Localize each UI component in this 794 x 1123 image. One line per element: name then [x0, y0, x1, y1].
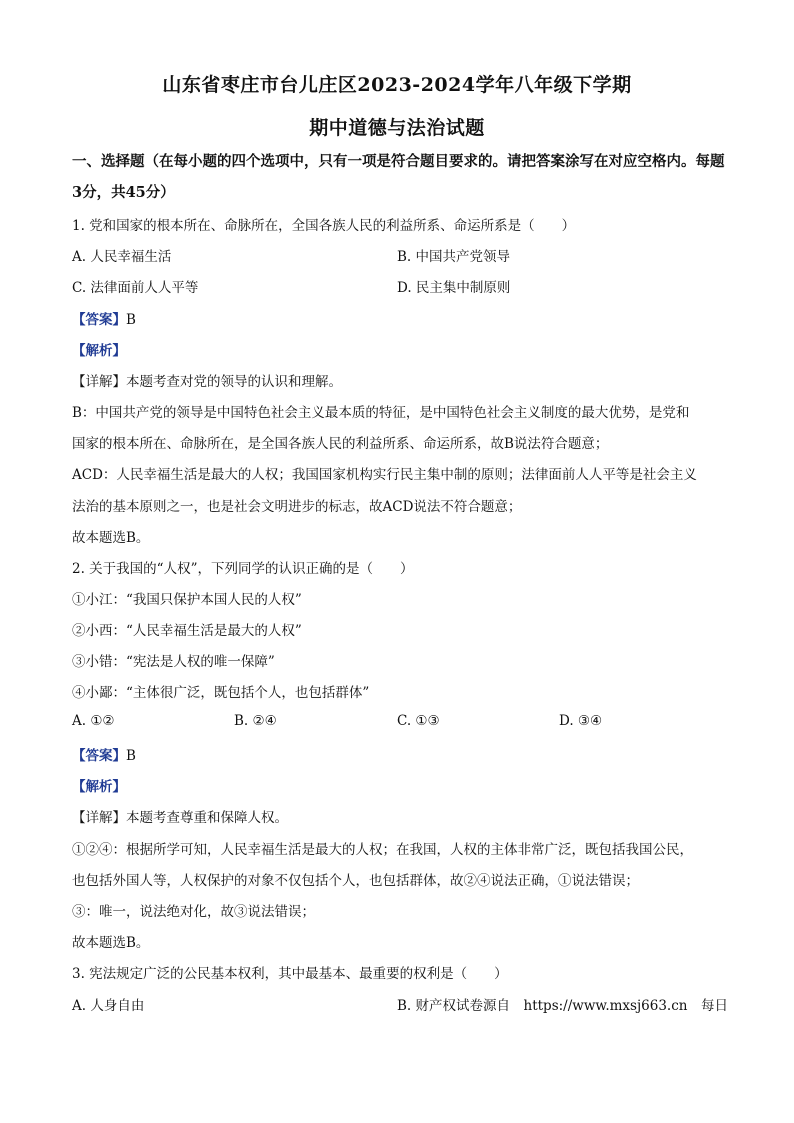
q2-answer — [72, 744, 732, 764]
analysis-tag: 【解析】 — [72, 779, 126, 795]
q2-explanation-line: ③：唯一，说法绝对化，故③说法错误； — [72, 904, 315, 920]
q2-statement: ①小江：“我国只保护本国人民的人权” — [72, 592, 302, 608]
q2-statement: ②小西：“人民幸福生活是最大的人权” — [72, 623, 302, 639]
q2-explanation-line: 故本题选B。 — [72, 935, 150, 951]
q2-explanation-line: ①②④：根据所学可知，人民幸福生活是最大的人权；在我国，人权的主体非常广泛，既包括我国公民， — [72, 842, 693, 858]
q1-answer — [72, 308, 732, 328]
q2-explanation-line: 也包括外国人等，人权保护的对象不仅包括个人，也包括群体，故②④说法正确，①说法错误； — [72, 873, 639, 889]
q2-option-d: D. ③④ — [559, 713, 603, 729]
detail-text: 本题考查尊重和保障人权。 — [126, 810, 288, 826]
q1-analysis — [72, 339, 732, 359]
q3-stem: 3. 宪法规定广泛的公民基本权利，其中最基本、最重要的权利是（ ） — [72, 966, 508, 982]
section-heading: 一、选择题（在每小题的四个选项中，只有一项是符合题目要求的。请把答案涂写在对应空格内。每题3分，共45分） — [72, 153, 725, 201]
q2-option-a: A. ①② — [72, 713, 115, 729]
detail-text: 本题考查对党的领导的认识和理解。 — [126, 374, 342, 390]
q1-stem: 1. 党和国家的根本所在、命脉所在，全国各族人民的利益所系、命运所系是（ ） — [72, 218, 576, 234]
q2-option-b: B. ②④ — [234, 713, 277, 729]
answer-value: B — [126, 312, 136, 328]
page-title: 山东省枣庄市台儿庄区2023-2024学年八年级下学期 — [162, 74, 632, 96]
answer-tag: 【答案】 — [72, 312, 126, 328]
answer-tag: 【答案】 — [72, 748, 126, 764]
q2-statement: ④小鄙：“主体很广泛，既包括个人，也包括群体” — [72, 685, 370, 701]
q1-option-a: A. 人民幸福生活 — [72, 249, 172, 265]
analysis-tag: 【解析】 — [72, 343, 126, 359]
q3-option-b: B. 财产权试卷源自 https://www.mxsj663.cn 每日 — [397, 998, 728, 1014]
q1-detail — [72, 370, 732, 390]
q1-explanation-line: 国家的根本所在、命脉所在，是全国各族人民的利益所系、命运所系，故B说法符合题意； — [72, 436, 609, 452]
detail-tag: 【详解】 — [72, 374, 126, 390]
q2-statement: ③小错：“宪法是人权的唯一保障” — [72, 654, 275, 670]
q1-explanation-line: ACD：人民幸福生活是最大的人权；我国国家机构实行民主集中制的原则；法律面前人人平等是社会主义 — [72, 467, 697, 483]
q1-option-d: D. 民主集中制原则 — [397, 280, 511, 296]
detail-tag: 【详解】 — [72, 810, 126, 826]
q2-detail — [72, 806, 732, 826]
q3-option-a: A. 人身自由 — [72, 998, 145, 1014]
q2-option-c: C. ①③ — [397, 713, 440, 729]
answer-value: B — [126, 748, 136, 764]
q1-explanation-line: 故本题选B。 — [72, 530, 150, 546]
q1-explanation-line: 法治的基本原则之一，也是社会文明进步的标志，故ACD说法不符合题意； — [72, 499, 522, 515]
page-subtitle: 期中道德与法治试题 — [309, 117, 485, 139]
q1-explanation-line: B：中国共产党的领导是中国特色社会主义最本质的特征，是中国特色社会主义制度的最大优势，是党和 — [72, 405, 690, 421]
q2-stem: 2. 关于我国的“人权”，下列同学的认识正确的是（ ） — [72, 561, 414, 577]
q1-option-c: C. 法律面前人人平等 — [72, 280, 199, 296]
q1-option-b: B. 中国共产党领导 — [397, 249, 511, 265]
q2-analysis — [72, 775, 732, 795]
